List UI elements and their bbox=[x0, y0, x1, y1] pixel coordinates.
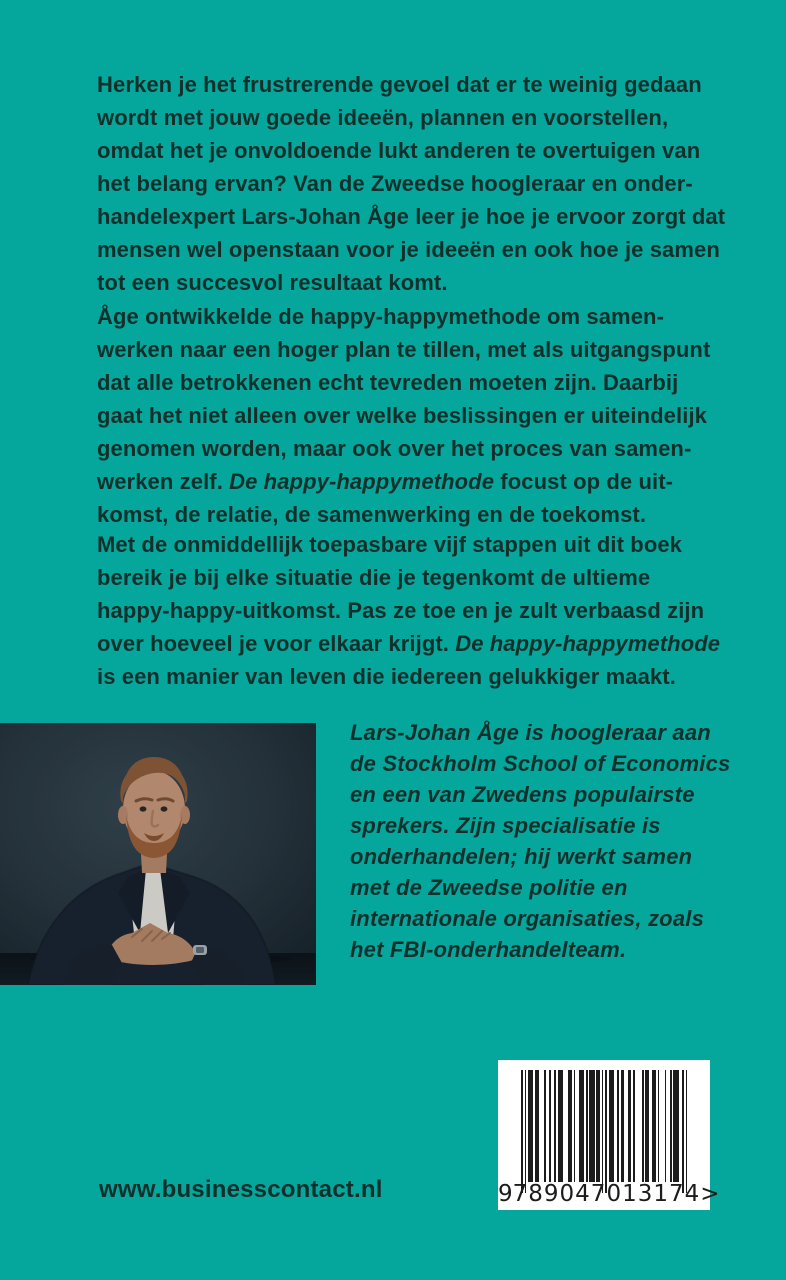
text-line: de Stockholm School of Economics bbox=[350, 751, 731, 776]
text-line: onderhandelen; hij werkt samen bbox=[350, 844, 693, 869]
text-line: wordt met jouw goede ideeën, plannen en voorstellen, bbox=[97, 105, 669, 130]
blurb-paragraph-3 bbox=[97, 528, 720, 693]
barcode-end-arrow: > bbox=[700, 1181, 720, 1207]
text-line: genomen worden, maar ook over het proces van samen- bbox=[97, 436, 692, 461]
text-line: Lars-Johan Åge is hoogleraar aan bbox=[350, 720, 711, 745]
text-line: het belang ervan? Van de Zweedse hoogleraar en onder- bbox=[97, 171, 693, 196]
barcode-bars bbox=[521, 1070, 687, 1193]
text-line: Åge ontwikkelde de happy-happymethode om samen- bbox=[97, 304, 665, 329]
text-line: over hoeveel je voor elkaar krijgt. De happy-happymethode bbox=[97, 631, 721, 656]
isbn-digit-first: 9 bbox=[498, 1181, 513, 1207]
text-line: werken zelf. De happy-happymethode focust op de uit- bbox=[97, 469, 674, 494]
text-line: handelexpert Lars-Johan Åge leer je hoe je ervoor zorgt dat bbox=[97, 204, 726, 229]
barcode-bar bbox=[686, 1070, 688, 1193]
text-line: sprekers. Zijn specialisatie is bbox=[350, 813, 661, 838]
text-line: werken naar een hoger plan te tillen, met als uitgangspunt bbox=[97, 337, 711, 362]
isbn-number bbox=[498, 1181, 720, 1207]
text-line: Herken je het frustrerende gevoel dat er te weinig gedaan bbox=[97, 72, 702, 97]
text-line: dat alle betrokkenen echt tevreden moeten zijn. Daarbij bbox=[97, 370, 679, 395]
text-line: happy-happy-uitkomst. Pas ze toe en je zult verbaasd zijn bbox=[97, 598, 705, 623]
blurb-paragraph-1 bbox=[97, 68, 725, 299]
author-bio bbox=[350, 717, 730, 965]
text-line: internationale organisaties, zoals bbox=[350, 906, 705, 931]
text-line: bereik je bij elke situatie die je tegenkomt de ultieme bbox=[97, 565, 651, 590]
text-line: en een van Zwedens populairste bbox=[350, 782, 695, 807]
author-portrait-photo bbox=[0, 723, 316, 985]
blurb-paragraph-2 bbox=[97, 300, 710, 531]
text-line: gaat het niet alleen over welke beslissingen er uiteindelijk bbox=[97, 403, 707, 428]
text-line: mensen wel openstaan voor je ideeën en ook hoe je samen bbox=[97, 237, 720, 262]
text-line: omdat het je onvoldoende lukt anderen te overtuigen van bbox=[97, 138, 701, 163]
text-line: tot een succesvol resultaat komt. bbox=[97, 270, 448, 295]
isbn-digit-group-2: 013174 bbox=[606, 1181, 701, 1207]
publisher-url: www.businesscontact.nl bbox=[99, 1176, 383, 1203]
author-portrait-illustration bbox=[0, 723, 316, 985]
text-line: komst, de relatie, de samenwerking en de toekomst. bbox=[97, 502, 647, 527]
text-line: het FBI-onderhandelteam. bbox=[350, 937, 627, 962]
text-line: is een manier van leven die iedereen gelukkiger maakt. bbox=[97, 664, 676, 689]
text-line: met de Zweedse politie en bbox=[350, 875, 628, 900]
isbn-barcode bbox=[498, 1060, 720, 1210]
isbn-digit-group-1: 789047 bbox=[512, 1181, 607, 1207]
text-line: Met de onmiddellijk toepasbare vijf stappen uit dit boek bbox=[97, 532, 683, 557]
